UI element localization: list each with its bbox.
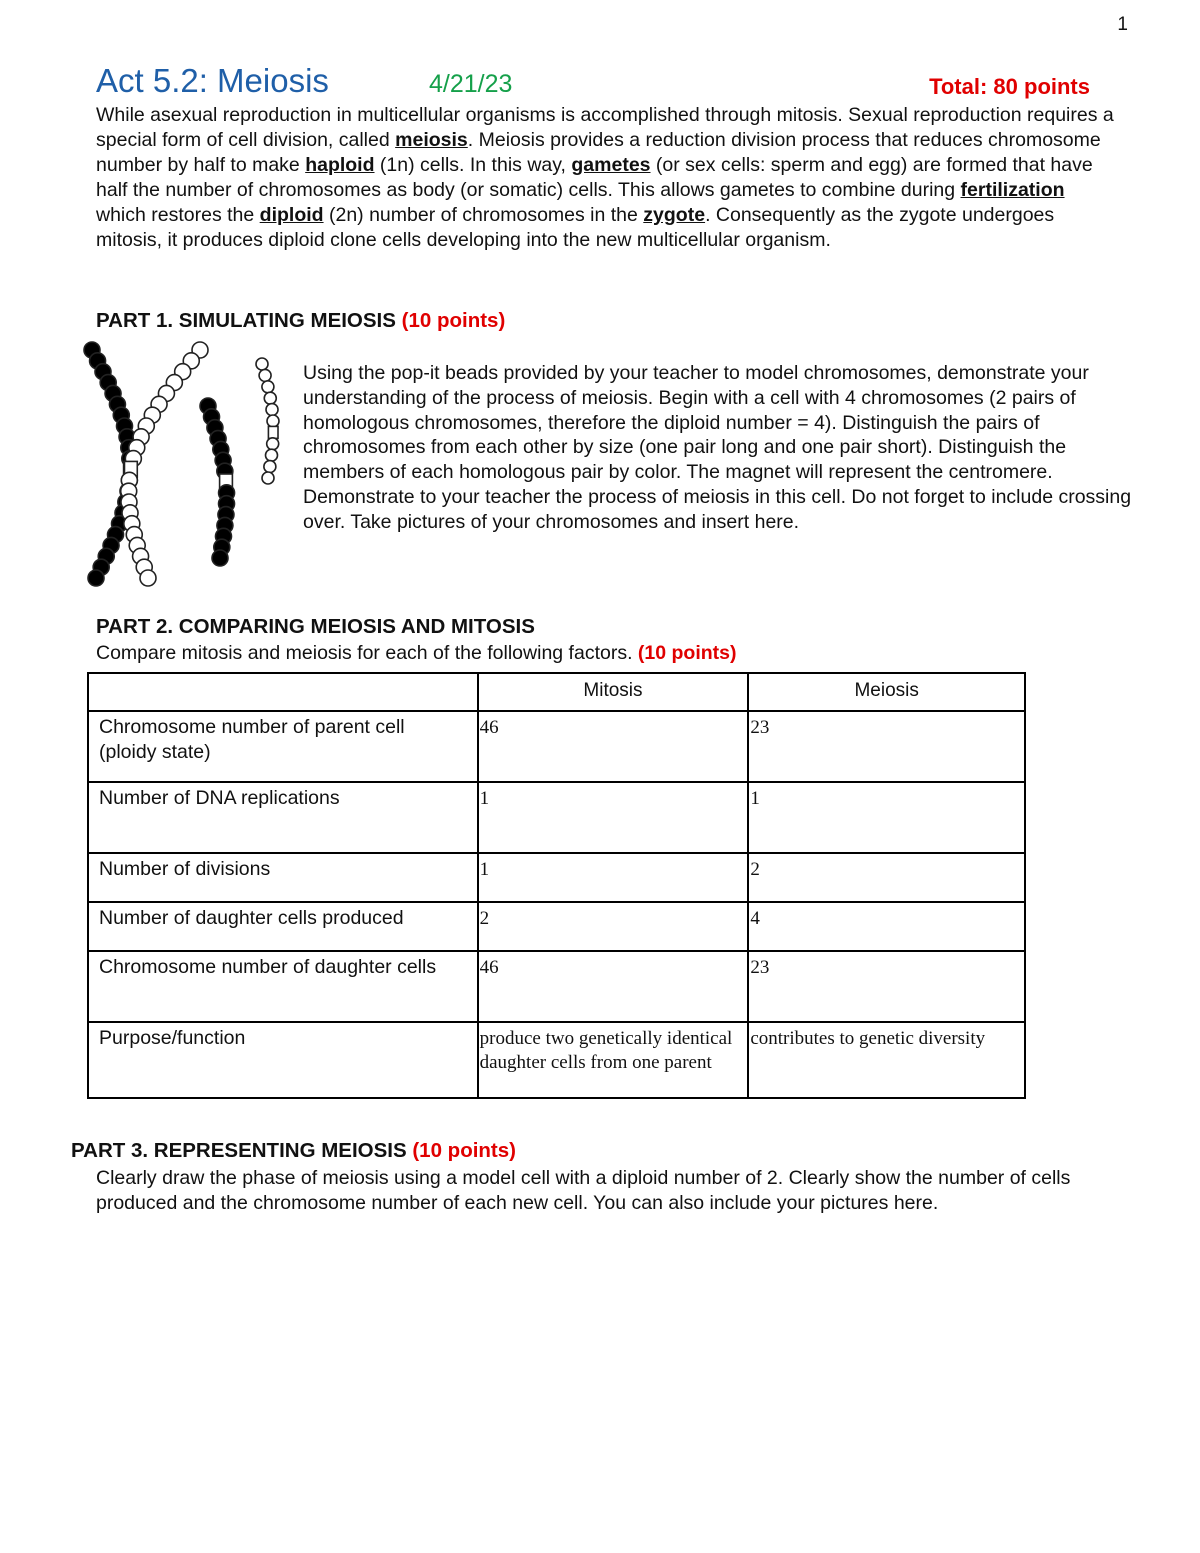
header-cell-mitosis: Mitosis [478, 673, 749, 711]
term-meiosis: meiosis [395, 129, 468, 151]
chromosome-beads-image [78, 338, 288, 598]
meiosis-cell[interactable]: 23 [748, 711, 1025, 782]
table-row [88, 951, 1025, 1022]
part3-heading: PART 3. REPRESENTING MEIOSIS (10 points) [71, 1139, 516, 1162]
total-points: Total: 80 points [929, 74, 1090, 99]
part1-points: (10 points) [401, 309, 506, 332]
mitosis-cell[interactable]: produce two genetically identical daughter cells from one parent [478, 1022, 749, 1098]
part3-instructions: Clearly draw the phase of meiosis using a model cell with a diploid number of 2. Clearly show the number of cells produced and the chromosome number of each new cell. You can also include your pictures here. [96, 1167, 1071, 1214]
mitosis-cell[interactable]: 1 [478, 853, 749, 902]
document-date: 4/21/23 [429, 70, 513, 98]
table-header-row [88, 673, 1025, 711]
table-row [88, 782, 1025, 853]
factor-cell: Purpose/function [88, 1022, 478, 1098]
mitosis-cell[interactable]: 2 [478, 902, 749, 951]
comparison-table [87, 672, 1026, 1099]
factor-cell: Number of DNA replications [88, 782, 478, 853]
mitosis-cell[interactable]: 46 [478, 711, 749, 782]
factor-cell: Chromosome number of parent cell (ploidy state) [88, 711, 478, 782]
document-title: Act 5.2: Meiosis [96, 62, 329, 99]
table-row [88, 711, 1025, 782]
meiosis-cell[interactable]: 23 [748, 951, 1025, 1022]
table-row [88, 1022, 1025, 1098]
intro-paragraph: While asexual reproduction in multicellular organisms is accomplished through mitosis. Sexual reproduction requires a special form of cell division, called meiosis. Meiosis provides a reduction division process that reduces chromosome number by half to make haploid (1n) cells. In this way, gametes (or sex cells: sperm and egg) are formed that have half the number of chromosomes as body (or somatic) cells. This allows gametes to combine during fertilization which restores the diploid (2n) number of chromosomes in the zygote. Consequently as the zygote undergoes mitosis, it produces diploid clone cells developing into the new multicellular organism. [96, 104, 1114, 251]
part2-points: (10 points) [637, 642, 737, 664]
term-haploid: haploid [305, 154, 375, 176]
page-number: 1 [1117, 14, 1128, 35]
meiosis-cell[interactable]: 4 [748, 902, 1025, 951]
term-fertilization: fertilization [960, 179, 1065, 201]
term-zygote: zygote [643, 204, 706, 226]
part1-heading: PART 1. SIMULATING MEIOSIS (10 points) [96, 309, 506, 332]
factor-cell: Chromosome number of daughter cells [88, 951, 478, 1022]
part2-instruction: Compare mitosis and meiosis for each of the following factors. (10 points) [96, 642, 737, 664]
title-row [96, 62, 1096, 106]
table-row [88, 902, 1025, 951]
mitosis-cell[interactable]: 1 [478, 782, 749, 853]
part1-instructions: Using the pop-it beads provided by your teacher to model chromosomes, demonstrate your understanding of the process of meiosis. Begin with a cell with 4 chromosomes (2 pairs of homologous chromosomes, therefore the diploid number = 4). Distinguish the pairs of chromosomes from each other by size (one pair long and one pair short). Distinguish the members of each homologous pair by color. The magnet will represent the centromere. Demonstrate to your teacher the process of meiosis in this cell. Do not forget to include crossing over. Take pictures of your chromosomes and insert here. [303, 362, 1132, 533]
meiosis-cell[interactable]: 2 [748, 853, 1025, 902]
mitosis-cell[interactable]: 46 [478, 951, 749, 1022]
header-cell-empty [88, 673, 478, 711]
factor-cell: Number of divisions [88, 853, 478, 902]
part3-points: (10 points) [412, 1139, 516, 1162]
factor-cell: Number of daughter cells produced [88, 902, 478, 951]
header-cell-meiosis: Meiosis [748, 673, 1025, 711]
part2-heading: PART 2. COMPARING MEIOSIS AND MITOSIS [96, 615, 535, 638]
table-row [88, 853, 1025, 902]
meiosis-cell[interactable]: 1 [748, 782, 1025, 853]
term-diploid: diploid [259, 204, 324, 226]
meiosis-cell[interactable]: contributes to genetic diversity [748, 1022, 1025, 1098]
term-gametes: gametes [571, 154, 651, 176]
